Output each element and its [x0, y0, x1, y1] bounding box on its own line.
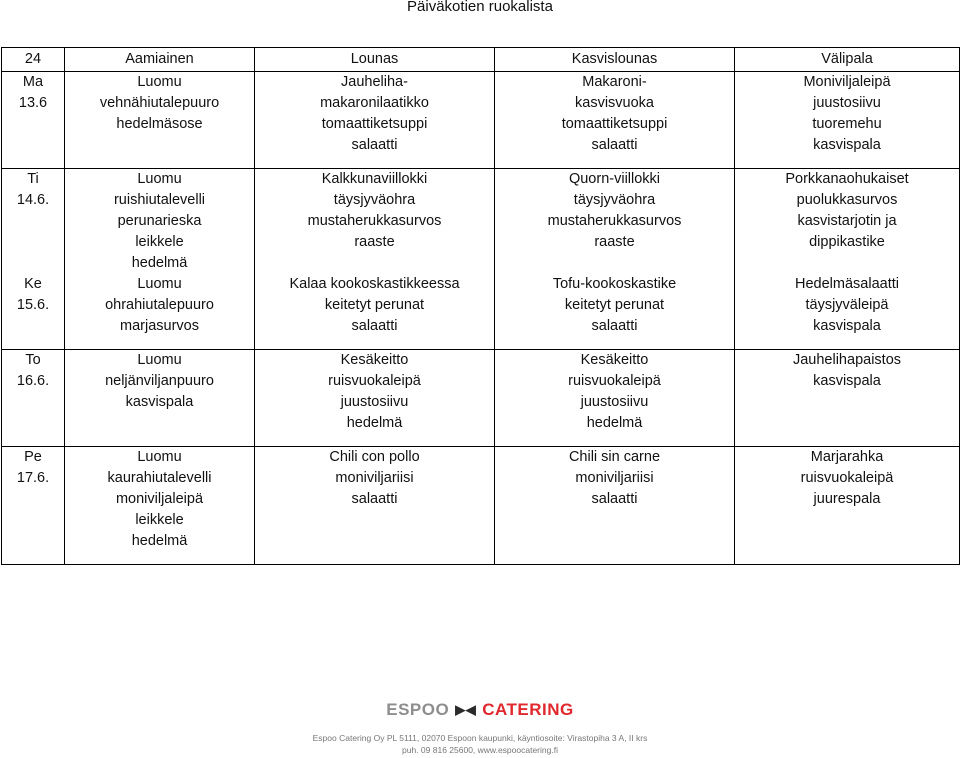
menu-item: mustaherukkasurvos	[307, 213, 442, 229]
spacer-cell	[2, 156, 65, 169]
cell-day	[2, 169, 65, 275]
cell-day	[2, 274, 65, 337]
menu-item: kasvispala	[813, 373, 881, 389]
cell-lounas	[255, 169, 495, 275]
menu-item: hedelmäsose	[116, 116, 203, 132]
cell-kasvislounas	[495, 274, 735, 337]
menu-item: juurespala	[813, 491, 881, 507]
cell-day	[2, 72, 65, 157]
page-title: Päiväkotien ruokalista	[407, 0, 553, 15]
menu-item: Tofu-kookoskastike	[552, 276, 677, 292]
menu-item: kasvispala	[813, 137, 881, 153]
menu-item: keitetyt perunat	[564, 297, 665, 313]
menu-item: moniviljaleipä	[115, 491, 204, 507]
menu-item: Quorn-viillokki	[568, 171, 661, 187]
cell-lounas	[255, 274, 495, 337]
header-row	[2, 48, 960, 72]
menu-item: kaurahiutalevelli	[107, 470, 212, 486]
menu-item: mustaherukkasurvos	[547, 213, 682, 229]
menu-item: marjasurvos	[120, 318, 199, 334]
cell-day	[2, 350, 65, 435]
col-header-kasvislounas: Kasvislounas	[495, 48, 735, 72]
spacer-cell	[735, 337, 960, 350]
menu-item: salaatti	[351, 491, 398, 507]
menu-item: hedelmä	[131, 255, 188, 271]
menu-item: kasvisvuoka	[575, 95, 654, 111]
spacer-cell	[255, 552, 495, 565]
footer	[0, 700, 960, 756]
menu-item: perunarieska	[117, 213, 202, 229]
menu-item: Chili sin carne	[568, 449, 661, 465]
menu-table	[1, 47, 960, 565]
menu-item: ruisvuokaleipä	[328, 373, 421, 389]
day-row	[2, 274, 960, 337]
menu-item: salaatti	[591, 491, 638, 507]
menu-item: Kesäkeitto	[580, 352, 649, 368]
menu-item: hedelmä	[586, 415, 643, 431]
menu-item: Porkkanaohukaiset	[785, 171, 909, 187]
menu-item: salaatti	[351, 137, 398, 153]
menu-item: juustosiivu	[813, 95, 881, 111]
menu-item: hedelmä	[346, 415, 403, 431]
spacer-cell	[65, 337, 255, 350]
spacer-cell	[495, 552, 735, 565]
cell-lounas	[255, 447, 495, 553]
day-label: 15.6.	[16, 297, 50, 313]
cell-day	[2, 447, 65, 553]
spacer-cell	[65, 156, 255, 169]
cell-valipala	[735, 72, 960, 157]
menu-item: salaatti	[591, 318, 638, 334]
menu-item: täysjyväohra	[573, 192, 656, 208]
day-row	[2, 72, 960, 157]
menu-item: Chili con pollo	[329, 449, 420, 465]
cell-kasvislounas	[495, 350, 735, 435]
spacer-cell	[495, 156, 735, 169]
menu-item: salaatti	[591, 137, 638, 153]
menu-item: vehnähiutalepuuro	[99, 95, 220, 111]
spacer-row	[2, 434, 960, 447]
cell-aamiainen	[65, 350, 255, 435]
menu-item: tomaattiketsuppi	[321, 116, 428, 132]
cell-kasvislounas	[495, 447, 735, 553]
menu-item: moniviljariisi	[575, 470, 654, 486]
cell-valipala	[735, 169, 960, 275]
cell-valipala	[735, 274, 960, 337]
col-header-valipala: Välipala	[735, 48, 960, 72]
menu-item: kasvispala	[813, 318, 881, 334]
spacer-cell	[2, 552, 65, 565]
spacer-cell	[255, 434, 495, 447]
spacer-row	[2, 337, 960, 350]
menu-item: moniviljariisi	[335, 470, 414, 486]
logo-espoo: ESPOO	[386, 700, 450, 719]
cell-aamiainen	[65, 447, 255, 553]
spacer-cell	[495, 434, 735, 447]
menu-item: neljänviljanpuuro	[105, 373, 214, 389]
cell-valipala	[735, 447, 960, 553]
menu-item: juustosiivu	[340, 394, 409, 410]
spacer-cell	[65, 434, 255, 447]
spacer-cell	[255, 156, 495, 169]
col-header-aamiainen: Aamiainen	[65, 48, 255, 72]
menu-item: täysjyväleipä	[805, 297, 889, 313]
spacer-cell	[2, 337, 65, 350]
menu-item: tomaattiketsuppi	[561, 116, 668, 132]
menu-item: puolukkasurvos	[796, 192, 898, 208]
day-row	[2, 350, 960, 435]
spacer-cell	[2, 434, 65, 447]
cell-lounas	[255, 350, 495, 435]
menu-item: Luomu	[137, 449, 182, 465]
menu-item: Luomu	[137, 171, 182, 187]
menu-item: Marjarahka	[810, 449, 884, 465]
spacer-cell	[735, 434, 960, 447]
logo-catering: CATERING	[482, 700, 574, 719]
day-label: Ti	[27, 171, 39, 187]
day-label: To	[25, 352, 41, 368]
menu-item: salaatti	[351, 318, 398, 334]
menu-item: ruisvuokaleipä	[800, 470, 894, 486]
menu-item: Luomu	[137, 74, 182, 90]
menu-item: ruishiutalevelli	[113, 192, 206, 208]
menu-item: Jauheliha-	[341, 74, 408, 90]
day-row	[2, 447, 960, 553]
menu-item: juustosiivu	[580, 394, 649, 410]
cell-aamiainen	[65, 274, 255, 337]
menu-item: tuoremehu	[812, 116, 882, 132]
day-label: Ke	[24, 276, 42, 292]
menu-item: Makaroni-	[582, 74, 647, 90]
menu-item: Kalaa kookoskastikkeessa	[289, 276, 460, 292]
menu-item: Jauhelihapaistos	[792, 352, 902, 368]
day-label: 14.6.	[16, 192, 50, 208]
col-header-lounas: Lounas	[255, 48, 495, 72]
address-line-2: puh. 09 816 25600, www.espoocatering.fi	[402, 745, 558, 755]
address-line-1: Espoo Catering Oy PL 5111, 02070 Espoon kaupunki, käyntiosoite: Virastopiha 3 A, II krs	[312, 733, 648, 743]
menu-item: Hedelmäsalaatti	[795, 276, 899, 292]
spacer-cell	[735, 156, 960, 169]
day-label: 16.6.	[16, 373, 50, 389]
menu-item: raaste	[594, 234, 635, 250]
menu-item: hedelmä	[131, 533, 188, 549]
espoo-catering-logo	[386, 700, 573, 720]
menu-item: leikkele	[135, 512, 184, 528]
week-number: 24	[2, 48, 65, 72]
menu-item: Luomu	[137, 352, 182, 368]
cell-aamiainen	[65, 72, 255, 157]
menu-item: Luomu	[137, 276, 182, 292]
menu-item: leikkele	[135, 234, 184, 250]
menu-item: Kalkkunaviillokki	[321, 171, 428, 187]
cell-kasvislounas	[495, 169, 735, 275]
spacer-cell	[65, 552, 255, 565]
day-label: 17.6.	[16, 470, 50, 486]
menu-item: ohrahiutalepuuro	[105, 297, 214, 313]
menu-item: dippikastike	[809, 234, 885, 250]
spacer-row	[2, 552, 960, 565]
spacer-row	[2, 156, 960, 169]
day-label: Ma	[22, 74, 44, 90]
menu-item: keitetyt perunat	[324, 297, 425, 313]
spacer-cell	[495, 337, 735, 350]
day-row	[2, 169, 960, 275]
menu-item: ruisvuokaleipä	[568, 373, 661, 389]
spacer-cell	[255, 337, 495, 350]
cell-valipala	[735, 350, 960, 435]
footer-address	[0, 732, 960, 756]
menu-item: Kesäkeitto	[340, 352, 409, 368]
cell-aamiainen	[65, 169, 255, 275]
cell-kasvislounas	[495, 72, 735, 157]
cell-lounas	[255, 72, 495, 157]
menu-item: kasvispala	[125, 394, 194, 410]
menu-item: kasvistarjotin ja	[797, 213, 897, 229]
day-label: 13.6	[18, 95, 48, 111]
menu-item: makaronilaatikko	[320, 95, 429, 111]
spacer-cell	[735, 552, 960, 565]
menu-item: raaste	[354, 234, 395, 250]
menu-item: täysjyväohra	[333, 192, 416, 208]
bowtie-icon: ▶◀	[455, 702, 477, 717]
menu-item: Moniviljaleipä	[803, 74, 891, 90]
day-label: Pe	[24, 449, 42, 465]
